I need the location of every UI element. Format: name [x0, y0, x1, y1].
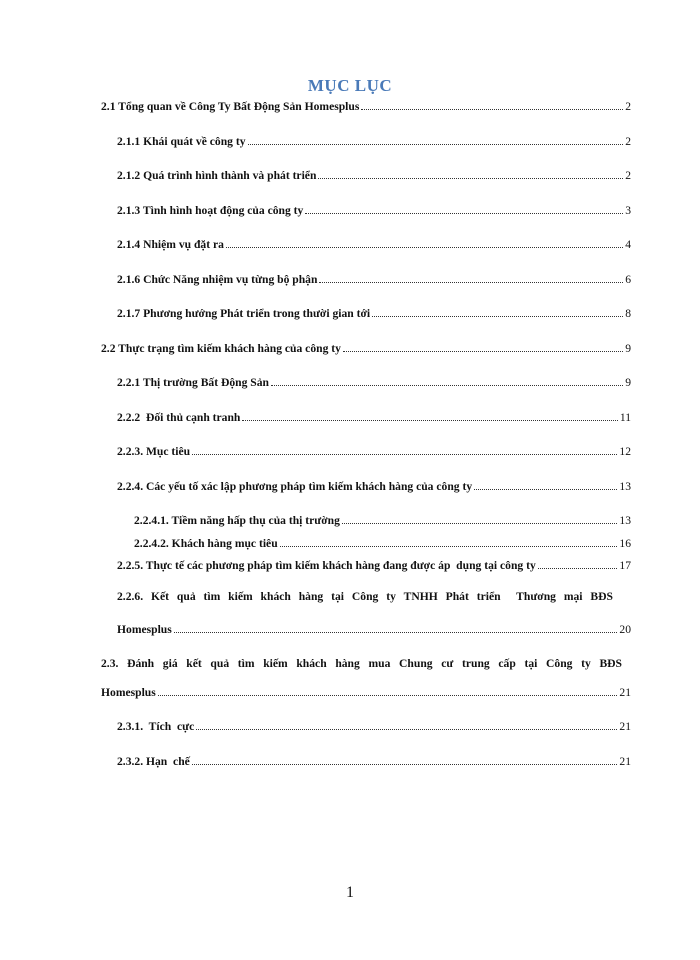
toc-entry-page: 16 [619, 537, 631, 550]
toc-entry-page: 9 [625, 342, 631, 355]
toc-entry-label: 2.2.1 Thị trường Bất Động Sản [117, 376, 269, 389]
toc-entry-page: 2 [625, 169, 631, 182]
toc-entry-page: 13 [619, 480, 631, 493]
toc-entry-page: 21 [619, 720, 631, 733]
toc-entry-label: 2.2.4.1. Tiềm năng hấp thụ của thị trường [134, 514, 340, 527]
dot-leader [242, 409, 617, 421]
dot-leader [474, 478, 617, 490]
toc-entry-label: 2.1.4 Nhiệm vụ đặt ra [117, 238, 224, 251]
toc-entry-label: 2.1 Tổng quan về Công Ty Bất Động Sản Homesplus [101, 100, 360, 113]
toc-entry-label: 2.1.2 Quá trình hình thành và phát triển [117, 169, 317, 182]
toc-entry-label-line1: 2.2.6. Kết quả tìm kiếm khách hàng tại Công ty TNHH Phát triển Thương mại BĐS [117, 590, 613, 603]
toc-entry-label: 2.2.4.2. Khách hàng mục tiêu [134, 537, 278, 550]
toc-entry-2-2-5[interactable] [117, 557, 631, 573]
dot-leader [271, 374, 623, 386]
toc-entry-label-line1: 2.3. Đánh giá kết quả tìm kiếm khách hàng mua Chung cư trung cấp tại Công ty BĐS [101, 657, 622, 670]
toc-entry-label: 2.1.3 Tình hình hoạt động của công ty [117, 204, 304, 217]
dot-leader [280, 535, 618, 547]
toc-entry-2-2-6[interactable] [117, 589, 631, 641]
dot-leader [318, 167, 623, 179]
toc-entry-page: 21 [619, 686, 631, 699]
dot-leader [538, 557, 618, 569]
dot-leader [342, 512, 618, 524]
toc-entry-2-3[interactable] [101, 656, 631, 708]
toc-entry-2-2-2[interactable] [117, 409, 631, 425]
dot-leader [192, 443, 617, 455]
toc-entry-page: 2 [625, 135, 631, 148]
toc-entry-label: 2.2.4. Các yếu tố xác lập phương pháp tìm kiếm khách hàng của công ty [117, 480, 473, 493]
toc-entry-2-2-3[interactable] [117, 443, 631, 459]
toc-entry-2-2-1[interactable] [117, 374, 631, 390]
toc-entry-2-2-4-2[interactable] [134, 535, 631, 551]
toc-entry-label: 2.3.2. Hạn chế [117, 755, 190, 768]
toc-entry-label-line2: Homesplus [117, 623, 172, 636]
dot-leader [248, 133, 624, 145]
toc-entry-label: 2.1.6 Chức Năng nhiệm vụ từng bộ phận [117, 273, 318, 286]
toc-entry-2-1-1[interactable] [117, 133, 631, 149]
toc-entry-label: 2.1.1 Khái quát về công ty [117, 135, 246, 148]
dot-leader [319, 271, 623, 283]
dot-leader [174, 621, 618, 633]
toc-entry-label: 2.1.7 Phương hướng Phát triển trong thười gian tới [117, 307, 371, 320]
toc-entry-label-line2: Homesplus [101, 686, 156, 699]
toc-entry-label: 2.2.2 Đối thủ cạnh tranh [117, 411, 241, 424]
toc-title: MỤC LỤC [307, 76, 393, 95]
toc-entry-page: 21 [619, 755, 631, 768]
dot-leader [192, 753, 618, 765]
dot-leader [226, 236, 623, 248]
dot-leader [305, 202, 623, 214]
dot-leader [196, 718, 617, 730]
toc-entry-2-3-1[interactable] [117, 718, 631, 734]
toc-entry-page: 8 [625, 307, 631, 320]
toc-entry-2-2[interactable] [101, 340, 631, 356]
toc-entry-2-1-6[interactable] [117, 271, 631, 287]
toc-entry-label: 2.2 Thực trạng tìm kiếm khách hàng của công ty [101, 342, 341, 355]
toc-entry-page: 6 [625, 273, 631, 286]
toc-entry-line2 [117, 621, 631, 637]
toc-entry-2-2-4[interactable] [117, 478, 631, 494]
toc-entry-label: 2.2.3. Mục tiêu [117, 445, 191, 458]
toc-entry-page: 11 [619, 411, 631, 424]
page-number: 1 [346, 884, 354, 901]
toc-entry-2-3-2[interactable] [117, 753, 631, 769]
dot-leader [158, 684, 618, 696]
toc-entry-2-1-4[interactable] [117, 236, 631, 252]
toc-entry-label: 2.3.1. Tích cực [117, 720, 195, 733]
toc-entry-page: 4 [625, 238, 631, 251]
toc-entry-page: 12 [619, 445, 631, 458]
toc-entry-2-1[interactable] [101, 98, 631, 114]
toc-entry-line2 [101, 684, 631, 700]
toc-entry-page: 17 [619, 559, 631, 572]
toc-entry-page: 20 [619, 623, 631, 636]
dot-leader [361, 98, 623, 110]
toc-entry-2-1-3[interactable] [117, 202, 631, 218]
dot-leader [372, 305, 623, 317]
toc-entry-page: 2 [625, 100, 631, 113]
toc-entry-page: 3 [625, 204, 631, 217]
toc-entry-label: 2.2.5. Thực tế các phương pháp tìm kiếm khách hàng đang được áp dụng tại công ty [117, 559, 536, 572]
toc-entry-2-2-4-1[interactable] [134, 512, 631, 528]
dot-leader [343, 340, 623, 352]
toc-entry-page: 9 [625, 376, 631, 389]
toc-entry-page: 13 [619, 514, 631, 527]
toc-entry-2-1-7[interactable] [117, 305, 631, 321]
toc-entry-2-1-2[interactable] [117, 167, 631, 183]
